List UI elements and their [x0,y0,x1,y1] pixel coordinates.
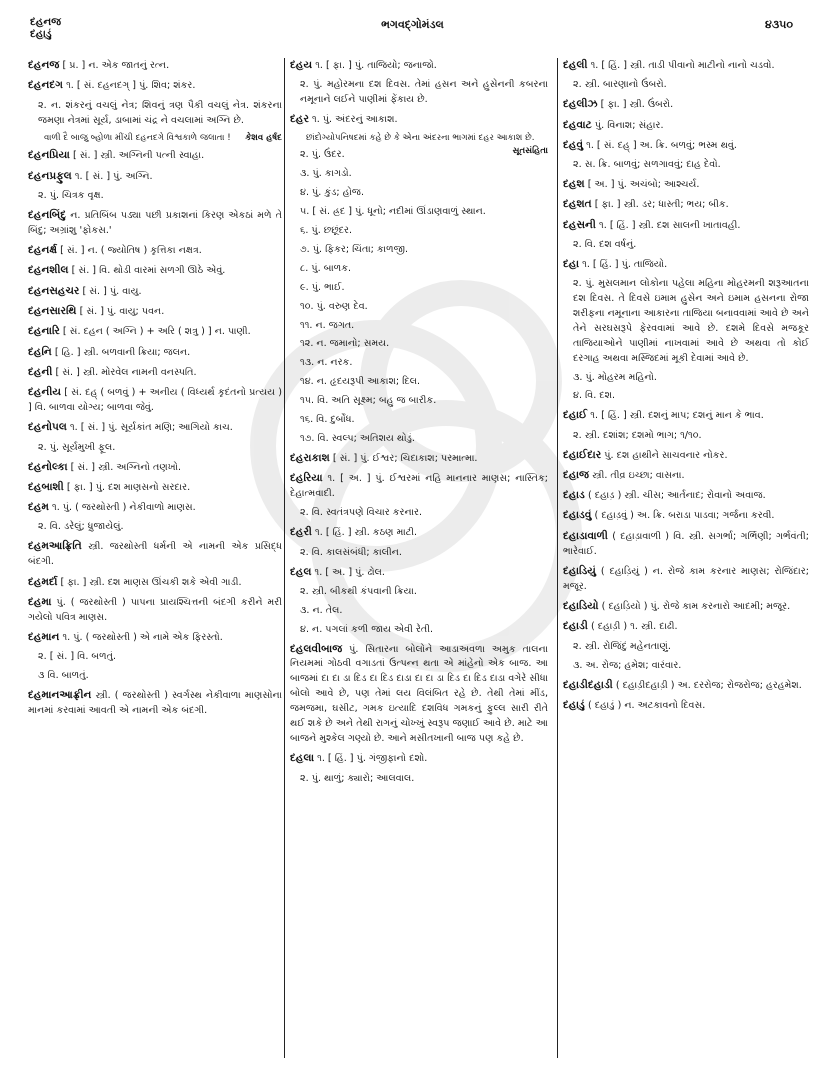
entry-headword: દહમા [28,595,52,608]
dictionary-entry [290,451,548,467]
entry-headword: દહરાકાશ [290,451,330,464]
dictionary-entry [290,751,548,767]
dictionary-entry [563,508,809,524]
entry-headword: દહાજ [563,468,590,481]
entry-headword: દહાડી [563,620,588,633]
entry-headword: દહનજ [28,59,60,71]
entry-headword: દહમઆફ્રિતિ [28,540,82,553]
entry-headword: દહની [28,365,53,378]
entry-headword: દહનસારથિ [28,305,77,317]
dictionary-entry [563,58,809,74]
entry-sense: ૪. વિ. દશ. [573,390,616,402]
entry-sense: ૨. પું. સૂર્યમુખી ફૂલ. [38,441,116,453]
dictionary-entry [28,263,282,279]
dictionary-entry [28,480,282,496]
entry-headword: દહાડું [563,698,585,711]
entry-headword: દહલ [290,565,312,578]
dictionary-entry [28,365,282,381]
entry-definition: [ હિ. ] સ્ત્રી. બળવાની ક્રિયા; જલન. [54,346,191,358]
entry-sense: ૨. પું. ચિત્રક વૃક્ષ. [38,190,104,201]
entry-headword: દહલા [290,752,315,765]
dictionary-entry [290,471,548,502]
entry-definition: સ્ત્રી. ( જરથોસ્તી ) સ્વર્ગસ્થ નેકીવાળા માણસોના માનમાં કરવામાં આવતી એ નામની એક બંદગી. [28,690,282,717]
entry-headword: દહાડિયું [563,564,596,577]
entry-definition: ( દહાડ઼ ) સ્ત્રી. ચીસ; આર્તનાદ; રોવાનો અવાજ. [587,490,766,502]
dictionary-entry [563,678,809,694]
entry-headword: દહલવીબાજ [290,642,343,655]
entry-headword: દહાડીદહાડી [563,678,613,691]
entry-sense: ૨. પું. થાળું; ક્યારો; આલવાલ. [300,772,415,784]
entry-sense: ૨. પું. ઉંદર. [300,149,345,161]
entry-sense: ૨. સ્ત્રી. બારણાનો ઉંબરો. [573,79,667,91]
page-header [0,0,825,52]
entry-definition: સ્ત્રી. જરથોસ્તી ધર્મની એ નામની એક પ્રસિદ્ધ બંદગી. [28,541,282,568]
entry-sense: ૨. સ્ત્રી. દશાંશ; દશમો ભાગ; ૧/૧૦. [573,429,702,441]
dictionary-entry [28,595,282,626]
entry-headword: દહનોલ્કા [28,460,68,473]
entry-definition: [ પ્ર. ] ન. એક જાતનું રત્ન. [62,60,170,71]
entry-headword: દહનબિંદુ [28,208,67,221]
entry-definition: [ ફા. ] સ્ત્રી. ડર; ધાસ્તી; ભય; બીક. [594,199,729,211]
entry-sense: ૯. પું. ભાઈ. [300,281,345,293]
entry-quotation [28,132,282,145]
entry-sense: ૩ વિ. બાળતું. [38,670,89,682]
entry-definition: ૧. [ સં. દહ્ ] અ. ક્રિ. બળવું; ભસ્મ થવું. [586,139,737,151]
entry-sense: ૨. સ. ક્રિ. બાળવું; સળગાવવું; દાહ દેવો. [573,159,721,171]
entry-definition: [ ફા. ] સ્ત્રી. દશ માણસ ઊંચકી શકે એવી ગાડી. [60,576,242,588]
dictionary-entry [563,257,809,273]
entry-sense: ૨. વિ. દશ વર્ષનું. [573,238,637,250]
dictionary-entry [290,58,548,74]
entry-definition: ૧. પું. ( જરથોસ્તી ) એ નામે એક ફિરસ્તો. [62,632,223,644]
entry-definition: ( દહાડ઼િયું ) ન. રોજે કામ કરનાર માણસ; રોજિંદાર; મજૂર. [563,565,809,592]
entry-sense: ૧૫. વિ. અતિ સૂક્ષ્મ; બહુ જ બારીક. [300,395,437,407]
entry-headword: દહનદગ [28,79,64,92]
entry-definition: ૧. [ હિં. ] સ્ત્રી. દશનું માપ; દશનું માન કે ભાવ. [590,410,764,422]
entry-sense: ૫. [ સં. હ્રદ ] પું. ધૂનો; નદીમાં ઊંડાણવાળું સ્થાન. [300,206,486,218]
page-number: ૪૩૫૦ [765,18,793,31]
entry-definition: ૧. [ હિં. ] પું. તાજિયો. [582,258,668,270]
entry-headword: દહનશીલ [28,264,69,277]
dictionary-entry [563,408,809,424]
entry-definition: [ સં. ] પું. વાયુ; પવન. [79,306,165,317]
entry-headword: દહાડાવાળી [563,529,608,542]
entry-definition: [ સં. ] ન. ( જ્યોતિષ ) કૃત્તિકા નક્ષત્ર. [60,245,202,257]
entry-sense: ૨. ન. શંકરનું વચલું નેત્ર; શિવનું ત્રણ પૈકી વચલું નેત્ર. શંકરના જમણા નેત્રમાં સૂર્ય, ડાબામાં ચંદ્ર ને વચલામાં અગ્નિ છે. [38,99,282,126]
entry-headword: દહનપ્રફુલ [28,169,72,182]
dictionary-entry [28,539,282,570]
entry-definition: પું. ( જરથોસ્તી ) પાપના પ્રાયશ્ચિત્તની બંદગી કરીને મરી ગયેલો પવિત્ર માણસ. [28,596,282,623]
dictionary-entry [563,488,809,504]
dictionary-entry [28,284,282,300]
entry-sense: ૨. વિ. કાલસંબંધી; કાલીન. [300,546,402,558]
entry-definition: ૧. [ સં. ] પું. અગ્નિ. [74,170,153,182]
quotation-text: છાંદોગ્યોપનિષદમાં કહે છે કે એના અંદરના ભાગમાં દહર આકાશ છે. [306,133,535,144]
entry-definition: [ સં. દહન ( અગ્નિ ) + અરિ ( શત્રુ ) ] ન. પાણી. [62,326,251,338]
entry-definition: [ સં. ] પું. વાયુ. [82,285,142,297]
dictionary-entry [28,148,282,164]
entry-headword: દહનપ્રિયા [28,149,70,162]
guide-word-first: દહનજ [30,16,62,28]
dictionary-entry [563,564,809,595]
dictionary-entry [290,525,548,541]
column-2 [290,58,548,1058]
entry-sense: ૨. સ્ત્રી. રોજિંદું મહેનતાણું. [573,640,671,652]
entry-sense: ૧૭. વિ. સ્વલ્પ; અતિશય થોડું. [300,433,415,444]
entry-definition: [ અ. ] પું. અચંબો; આશ્ચર્ય. [587,179,700,190]
entry-definition: ( દહાડ઼વું ) અ. ક્રિ. બરાડા પાડવા; ગર્જના કરવી. [594,510,775,522]
entry-sense: ૧૨. ન. જમાનો; સમય. [300,338,390,350]
dictionary-entry [28,420,282,436]
column-3 [563,58,809,1058]
entry-definition: સ્ત્રી. તીવ્ર ઇચ્છા; વાસના. [592,469,685,481]
entry-definition: પું. દશ હાથીને સાચવનાર નોકર. [604,449,728,461]
entry-headword: દહાડ [563,489,585,502]
entry-headword: દહાડવું [563,509,592,522]
dictionary-entry [28,58,282,74]
entry-headword: દહવાટ [563,118,592,131]
entry-definition: ૧. [ હિં. ] સ્ત્રી. કઠણ માટી. [315,527,418,539]
entry-sense: ૧૬. વિ. દુર્બોધ. [300,414,355,426]
entry-definition: ૧. [ હિં. ] સ્ત્રી. દશ સાલની ખાતાવહી. [599,219,741,231]
entry-sense: ૧૩. ન. નરક. [300,357,353,369]
entry-headword: દહબાશી [28,480,64,493]
entry-definition: [ સં. ] સ્ત્રી. અગ્નિનો તણખો. [70,461,182,473]
dictionary-entry [290,642,548,747]
entry-headword: દહય [290,59,313,71]
entry-sense: ૨. પું. મહોરમના દશ દિવસ. તેમાં હસન અને હુસેનની કબરના નમૂનાને લઈને પાણીમાં ફેંકાય છે. [300,79,548,106]
entry-sense: ૨. સ્ત્રી. બીકથી કંપવાની ક્રિયા. [300,585,417,597]
entry-sense: ૧૧. ન. જગત. [300,319,355,331]
dictionary-entry [28,385,282,416]
entry-definition: ૧. [ સં. દહનદગ્ ] પું. શિવ; શંકર. [66,80,196,92]
dictionary-entry [28,630,282,646]
entry-definition: ૧. પું. ( જરથોસ્તી ) નેકીવાળો માણસ. [52,502,196,514]
entry-headword: દહરી [290,526,312,539]
dictionary-entry [28,208,282,239]
dictionary-entry [28,169,282,185]
dictionary-columns [0,58,825,1058]
column-1 [28,58,282,1058]
entry-sense: ૭. પું. ફિકર; ચિંતા; કાળજી. [300,243,408,255]
entry-headword: દહવું [563,138,584,151]
quotation-source: કેશવ હર્ષદ [245,133,282,144]
entry-sense: ૧૦. પું. વરુણ દેવ. [300,300,368,312]
entry-definition: [ સં. દહ્ ( બળવું ) + અનીય ( વિધ્યર્થ કૃદંતનો પ્રત્યય ) ] વિ. બાળવા યોગ્ય; બાળવા જેવું. [28,387,282,414]
dictionary-entry [563,619,809,635]
entry-definition: પું. સિતારના બોલોને આડાઅવળા અમુક તાલના નિયમમાં ગોઠવી વગાડતાં ઉત્પન્ન થતા એ માંહેનો એક બાજ. આ બાજમાં દા દા ડા દિડ દા દિડ દાડા દા દા ડા દિડ દા દિડ દાડા વગેરે સીધા બોલો આવે છે, પણ તેમાં લય વિલંબિત રહે છે. તેથી તેમાં મીંડ, જમજમા, ઘસીટ, ગમક ઇત્યાદિ દશવિધ ગમકનું ફુલ્લ સારી રીતે થઈ શકે છે અને તેથી રાગનું ચોખ્ખું સ્વરૂપ જણાઈ આવે છે. માટે આ બાજને મુશ્કેલ ગણ્યો છે. આને મસીતખાની બાજ પણ કહે છે. [290,643,548,744]
entry-headword: દહનર્ક્ષ [28,244,58,257]
entry-headword: દહનીય [28,386,62,399]
entry-headword: દહાડિયો [563,600,599,613]
entry-definition: [ સં. ] વિ. થોડી વારમાં સળગી ઊઠે એવું. [71,265,226,277]
entry-definition: ૧. [ હિં. ] પું. ગંજીફાનો દશો. [317,753,428,765]
entry-headword: દહસની [563,218,596,231]
entry-headword: દહનારિ [28,325,60,338]
entry-headword: દહમર્દા [28,575,58,588]
column-divider [284,58,285,1058]
dictionary-entry [28,345,282,361]
entry-definition: [ સં. ] સ્ત્રી. અગ્નિની પત્ની સ્વાહા. [72,150,205,162]
entry-sense: ૬. પું. છછૂંદર. [300,225,353,237]
dictionary-entry [563,599,809,615]
column-divider [557,58,558,1058]
entry-headword: દહશત [563,198,592,211]
entry-headword: દહમ [28,501,49,514]
entry-sense: ૪. પું. કુંડ; હોજ. [300,187,365,199]
entry-definition: ૧. [ અ. ] પું. ઢોલ. [314,566,385,578]
quotation-text: વાળી દૈ બાજુ બ્હોળા મીંચી દહનદગે વિશ્વકાળે જલાતા ! [44,133,231,144]
entry-headword: દહર [290,113,309,126]
entry-definition: [ સં. ] પું. ઈશ્વર; ચિદાકાશ; પરમાત્મા. [332,452,478,464]
entry-definition: ૧. [ હિં. ] સ્ત્રી. તાડી પીવાનો માટીનો નાનો ચડવો. [590,60,775,71]
entry-headword: દહાઈદાર [563,448,602,461]
dictionary-entry [563,197,809,213]
entry-sense: ૩. પું. મોહરમ મહિનો. [573,371,657,383]
entry-definition: ૧. [ અ. ] પું. ઈશ્વરમાં નહિ માનનાર માણસ; નાસ્તિક; દેહાત્મવાદી. [290,473,548,500]
entry-definition: [ ફા. ] સ્ત્રી. ઉંબરો. [600,99,674,111]
entry-definition: ( દહાડ઼ાવાળી ) વિ. સ્ત્રી. સગર્ભા; ગર્ભિણી; ગર્ભવંતી; ભારેવાઈ. [563,530,809,557]
entry-headword: દહનોપલ [28,421,67,434]
entry-sense: ૨. પું. મુસલમાન લોકોના પહેલા મહિના મોહરમની શરૂઆતના દશ દિવસ. તે દિવસે ઇમામ હુસેન અને ઇમામ હસનના રોજા શરીફના નમૂનાના આકારના તાજિયા બનાવવામાં આવે છે અને તેને સરઘસરૂપે ફેરવવામાં આવે છે. દશમે દિવસે મજકૂર તાજિયાઓને પાણીમાં નાખવામાં આવે છે અથવા તો કોઈ દરગાહ અથવા મસ્જિદમાં મૂકી દેવામાં આવે છે. [573,278,809,364]
entry-definition: ( દહાડ઼ીદહાડ઼ી ) અ. દરરોજ; રોજરોજ; હરહમેશ. [615,679,802,691]
entry-sense: ૧૪. ન. હૃદયરૂપી આકાશ; દિલ. [300,376,420,388]
dictionary-entry [28,460,282,476]
entry-sense: ૮. પું. બાળક. [300,262,352,274]
entry-sense: ૨. વિ. ડરેલું; ધ્રુજાયેલું. [38,521,124,533]
entry-sense: ૩. પું. કાગડો. [300,168,352,180]
entry-definition: [ સં. ] સ્ત્રી. મોરવેલ નામની વનસ્પતિ. [55,366,197,378]
dictionary-entry [28,500,282,516]
dictionary-entry [563,448,809,464]
dictionary-entry [290,112,548,128]
entry-definition: ૧. [ ફા. ] પું. તાજિયો; જનાજો. [315,60,437,71]
entry-definition: ( દહાડ઼ી ) ૧. સ્ત્રી. દાઢી. [590,621,678,633]
dictionary-entry [290,565,548,581]
entry-sense: ૨. [ સં. ] વિ. બળતું. [38,651,117,663]
entry-headword: દહમાન [28,631,60,644]
dictionary-entry [563,468,809,484]
entry-sense: ૩. અ. રોજ; હમેશ; વારંવાર. [573,659,682,671]
entry-headword: દહાઈ [563,409,588,422]
dictionary-entry [28,243,282,259]
dictionary-entry [563,218,809,234]
quotation-source: સૂતસંહિતા [512,146,548,157]
entry-sense: ૪. ન. પગલાં કળી જાય એવી રેતી. [300,623,433,635]
dictionary-entry [563,177,809,193]
entry-headword: દહમાનઆફ્રીન [28,689,92,702]
dictionary-entry [563,138,809,154]
entry-definition: ( દહાડ઼િયો ) પું. રોજે કામ કરનારો આદમી; મજૂર. [601,601,791,613]
entry-definition: પું. વિનાશ; સંહાર. [594,119,664,131]
dictionary-entry [28,575,282,591]
entry-headword: દહલી [563,59,588,71]
dictionary-entry [28,304,282,320]
entry-headword: દહશ [563,178,585,190]
entry-headword: દહા [563,257,580,270]
entry-headword: દહરિયા [290,472,323,485]
entry-definition: ( દહાડ઼ું ) ન. અટકાવનો દિવસ. [587,699,706,711]
entry-headword: દહનિ [28,345,52,358]
dictionary-entry [563,698,809,714]
dictionary-entry [563,529,809,560]
dictionary-entry [28,78,282,94]
running-title: ભગવદ્ગોમંડલ [381,18,444,31]
dictionary-entry [563,97,809,113]
entry-definition: ન. પ્રતિબિંબ પડ્યા પછી પ્રકાશનાં કિરણ એકઠાં મળે તે બિંદુ; અગ્રાંશુ 'ફોકસ.' [28,209,282,236]
guide-word-last: દહાડું [30,28,52,40]
dictionary-entry [28,688,282,719]
dictionary-entry [28,324,282,340]
entry-sense: ૨. વિ. સ્વતંત્રપણે વિચાર કરનાર. [300,507,423,519]
entry-definition: [ ફા. ] પું. દશ માણસનો સરદાર. [66,481,191,493]
entry-headword: દહલીઝ [563,98,598,111]
entry-headword: દહનસહચર [28,284,80,297]
dictionary-entry [563,118,809,134]
entry-sense: ૩. ન. તેલ. [300,604,343,616]
entry-definition: ૧. પું. અંદરનું આકાશ. [312,114,398,126]
entry-definition: ૧. [ સં. ] પું. સૂર્યકાંત મણિ; આગિયો કાચ. [69,422,233,434]
